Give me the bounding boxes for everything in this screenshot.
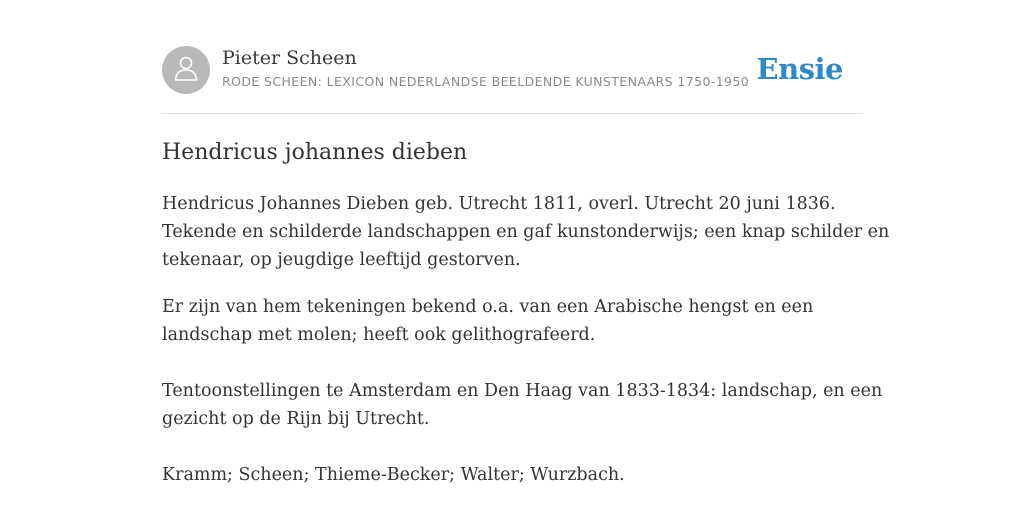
source-title[interactable]: RODE SCHEEN: LEXICON NEDERLANDSE BEELDENDE KUNSTENAARS 1750-1950 — [222, 74, 750, 89]
article-card — [162, 0, 890, 512]
paragraph-works — [162, 293, 867, 349]
text-line: Hendricus Johannes Dieben geb. Utrecht 1811, overl. Utrecht 20 juni 1836. — [162, 194, 836, 214]
article-header — [162, 46, 862, 96]
text-line: Kramm; Scheen; Thieme-Becker; Walter; Wurzbach. — [162, 465, 625, 485]
author-name[interactable]: Pieter Scheen — [222, 47, 357, 69]
paragraph-exhibitions — [162, 377, 883, 433]
brand-logo[interactable]: Ensie — [756, 52, 843, 86]
text-line: tekenaar, op jeugdige leeftijd gestorven. — [162, 250, 521, 270]
text-line: gezicht op de Rijn bij Utrecht. — [162, 409, 430, 429]
text-line: Tekende en schilderde landschappen en gaf kunstonderwijs; een knap schilder en — [162, 222, 890, 242]
paragraph-biography — [162, 190, 890, 274]
author-avatar — [162, 46, 210, 94]
text-line: Tentoonstellingen te Amsterdam en Den Haag van 1833-1834: landschap, en een — [162, 381, 883, 401]
article-title: Hendricus johannes dieben — [162, 140, 468, 165]
user-icon — [171, 53, 201, 88]
blank-line — [162, 349, 867, 377]
text-line: Er zijn van hem tekeningen bekend o.a. van een Arabische hengst en een — [162, 297, 814, 317]
text-line: landschap met molen; heeft ook gelithografeerd. — [162, 325, 596, 345]
header-divider — [162, 113, 862, 114]
article-body — [162, 190, 890, 489]
blank-line — [162, 433, 867, 461]
paragraph-sources — [162, 461, 867, 489]
